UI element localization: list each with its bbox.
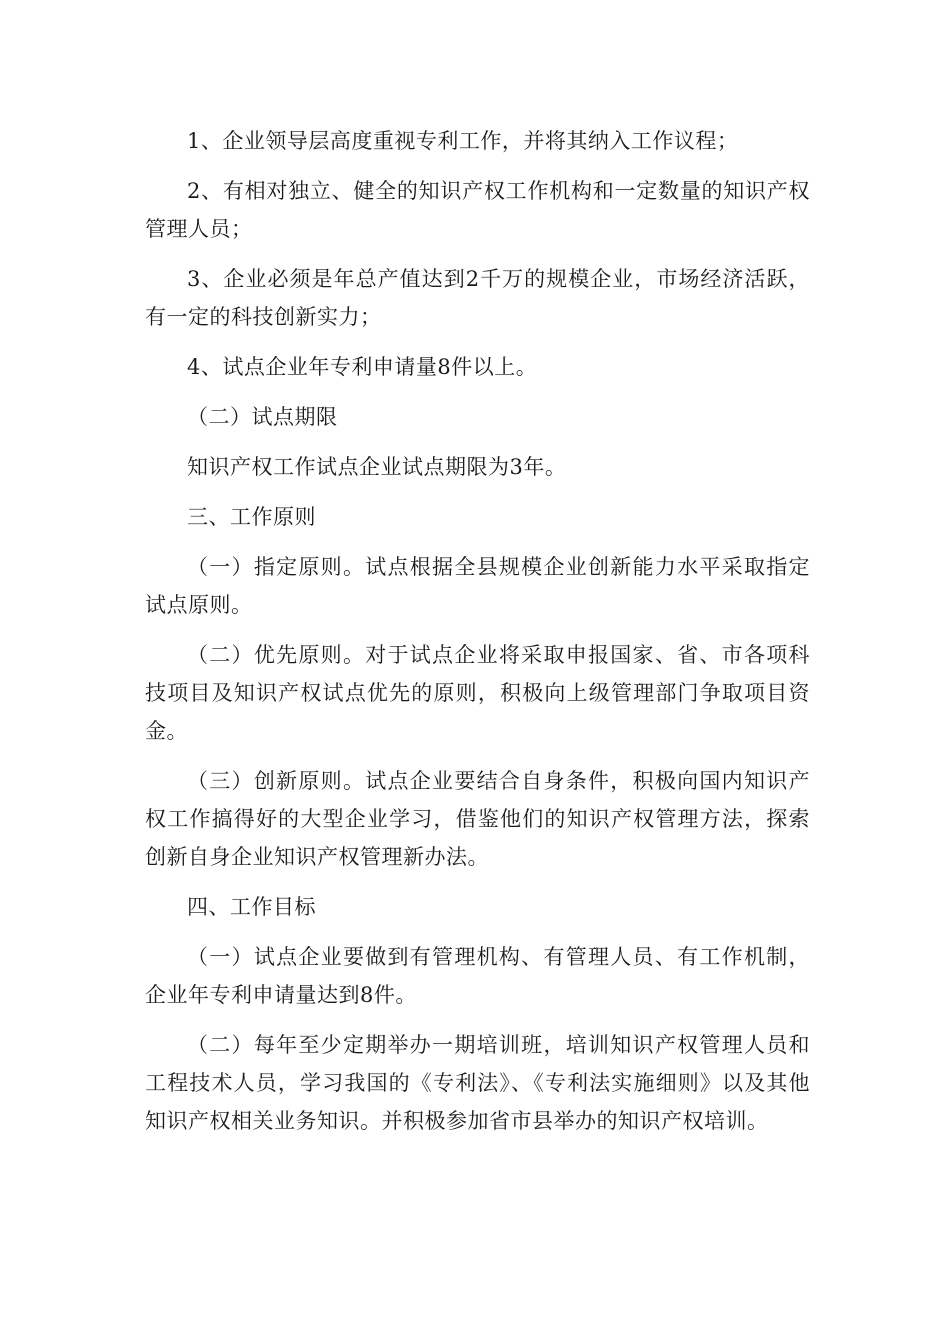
paragraph-goal-2: （二）每年至少定期举办一期培训班，培训知识产权管理人员和工程技术人员，学习我国的《专利法》、《专利法实施细则》以及其他知识产权相关业务知识。并积极参加省市县举办的知识产权培训。: [145, 1033, 810, 1133]
heading-work-principles: 三、工作原则: [187, 505, 316, 529]
paragraph-criterion-2: 2、有相对独立、健全的知识产权工作机构和一定数量的知识产权管理人员；: [145, 179, 810, 241]
paragraph-goal-1: （一）试点企业要做到有管理机构、有管理人员、有工作机制，企业年专利申请量达到8件。: [145, 945, 810, 1007]
subheading-pilot-period: （二）试点期限: [187, 405, 338, 429]
paragraph-principle-innovation: （三）创新原则。试点企业要结合自身条件，积极向国内知识产权工作搞得好的大型企业学习，借鉴他们的知识产权管理方法，探索创新自身企业知识产权管理新办法。: [145, 769, 810, 869]
paragraph-principle-designation: （一）指定原则。试点根据全县规模企业创新能力水平采取指定试点原则。: [145, 555, 810, 617]
paragraph-pilot-period: 知识产权工作试点企业试点期限为3年。: [187, 455, 567, 479]
paragraph-criterion-3: 3、企业必须是年总产值达到2千万的规模企业，市场经济活跃，有一定的科技创新实力；: [145, 267, 810, 329]
paragraph-criterion-1: 1、企业领导层高度重视专利工作，并将其纳入工作议程；: [187, 129, 739, 153]
document-body: [145, 122, 810, 1152]
paragraph-principle-priority: （二）优先原则。对于试点企业将采取申报国家、省、市各项科技项目及知识产权试点优先的原则，积极向上级管理部门争取项目资金。: [145, 643, 810, 743]
paragraph-criterion-4: 4、试点企业年专利申请量8件以上。: [187, 355, 538, 379]
heading-work-goals: 四、工作目标: [187, 895, 316, 919]
